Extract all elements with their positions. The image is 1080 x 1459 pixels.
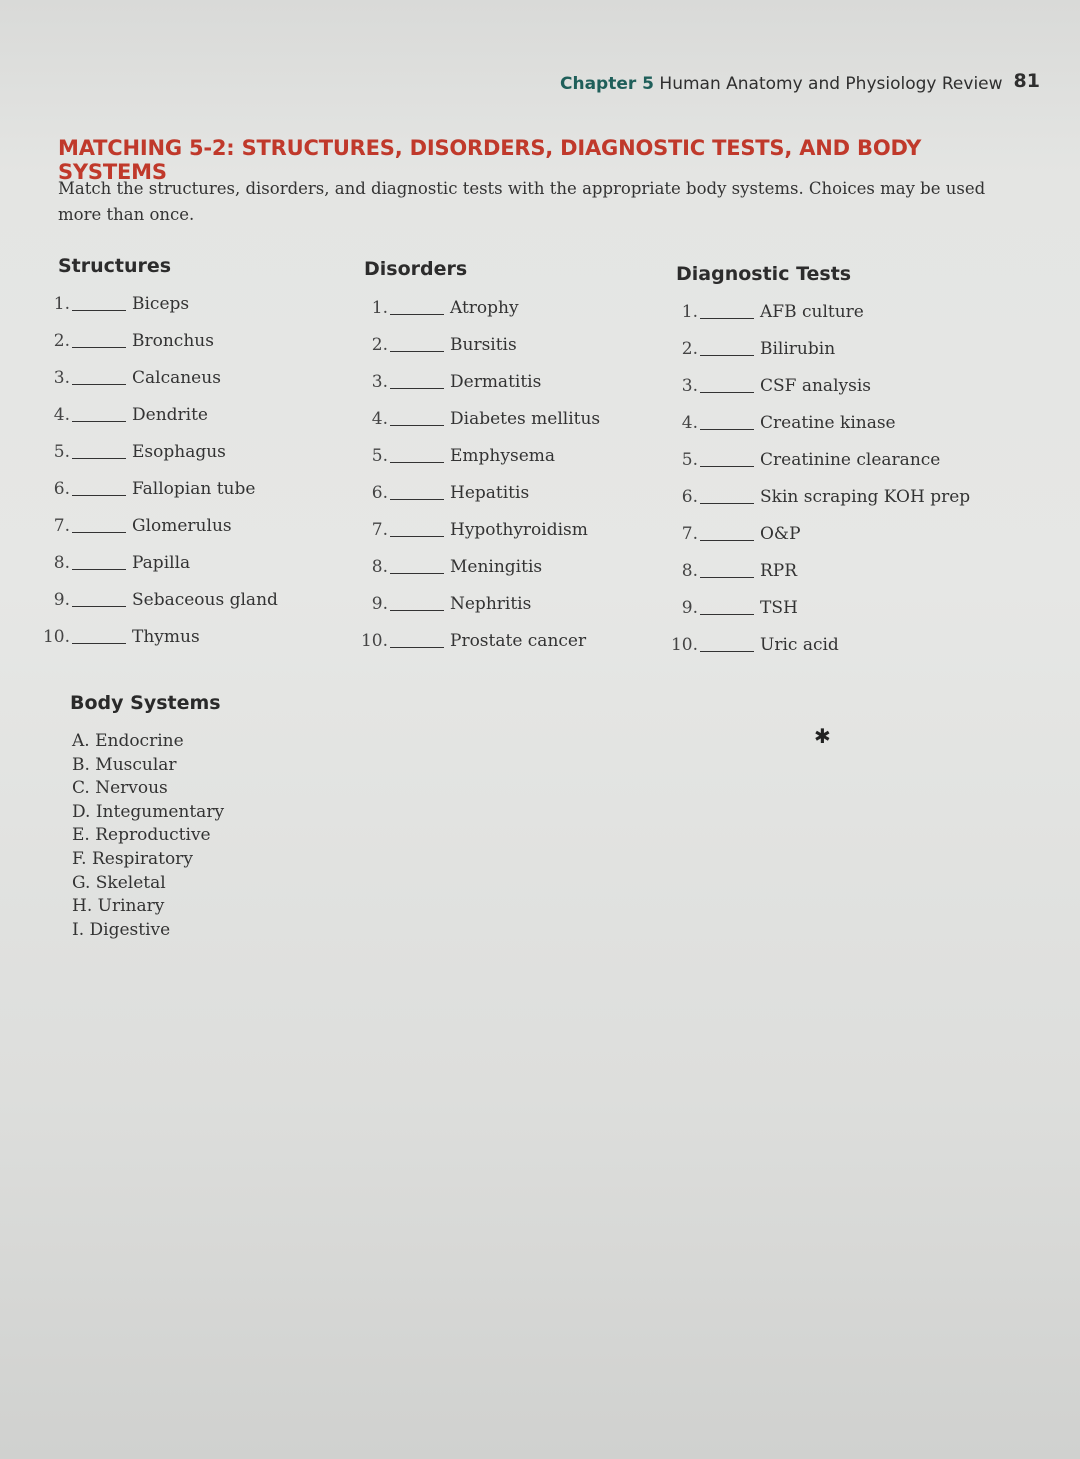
item-number: 4.: [681, 413, 698, 433]
item-number: 10.: [360, 631, 388, 651]
exercise-title: MATCHING 5-2: STRUCTURES, DISORDERS, DIAGNOSTIC TESTS, AND BODY SYSTEMS: [58, 136, 922, 184]
answer-blank[interactable]: [700, 540, 754, 541]
item-number: 1.: [53, 294, 70, 314]
answer-blank[interactable]: [390, 610, 444, 611]
answer-blank[interactable]: [72, 495, 126, 496]
item-term: Hepatitis: [450, 483, 530, 503]
structures-heading: Structures: [58, 255, 172, 277]
body-system-option: F. Respiratory: [72, 848, 193, 869]
answer-blank[interactable]: [72, 458, 126, 459]
item-term: Skin scraping KOH prep: [760, 487, 971, 507]
body-system-option: B. Muscular: [72, 754, 177, 775]
item-term: Bursitis: [450, 335, 517, 355]
item-number: 8.: [681, 561, 698, 581]
chapter-title: Human Anatomy and Physiology Review: [659, 74, 1003, 94]
item-term: Fallopian tube: [132, 479, 256, 499]
item-number: 8.: [53, 553, 70, 573]
item-number: 2.: [371, 335, 388, 355]
diagnostic-tests-heading: Diagnostic Tests: [676, 263, 852, 285]
answer-blank[interactable]: [72, 384, 126, 385]
item-term: RPR: [760, 561, 798, 581]
answer-blank[interactable]: [700, 429, 754, 430]
item-term: Prostate cancer: [450, 631, 587, 651]
body-system-option: I. Digestive: [72, 919, 171, 940]
body-system-option: C. Nervous: [72, 778, 168, 799]
item-number: 10.: [670, 635, 698, 655]
instructions: Match the structures, disorders, and diagnostic tests with the appropriate body systems. Choices may be used more than once.: [58, 179, 986, 224]
answer-blank[interactable]: [72, 347, 126, 348]
answer-blank[interactable]: [72, 606, 126, 607]
item-number: 7.: [371, 520, 388, 540]
item-term: Thymus: [132, 627, 200, 647]
item-term: Papilla: [132, 553, 191, 573]
item-number: 9.: [371, 594, 388, 614]
item-number: 1.: [681, 302, 698, 322]
answer-blank[interactable]: [700, 392, 754, 393]
item-term: Biceps: [132, 294, 190, 314]
answer-blank[interactable]: [700, 318, 754, 319]
item-number: 5.: [53, 442, 70, 462]
item-term: Dermatitis: [450, 372, 542, 392]
answer-blank[interactable]: [72, 532, 126, 533]
answer-blank[interactable]: [390, 647, 444, 648]
item-term: Nephritis: [450, 594, 532, 614]
item-number: 2.: [681, 339, 698, 359]
body-system-option: D. Integumentary: [72, 801, 225, 822]
item-term: TSH: [760, 598, 798, 618]
answer-blank[interactable]: [390, 425, 444, 426]
item-term: Glomerulus: [132, 516, 232, 536]
page-number: 81: [1013, 70, 1040, 92]
item-number: 3.: [53, 368, 70, 388]
item-number: 10.: [42, 627, 70, 647]
item-term: Bilirubin: [760, 339, 836, 359]
answer-blank[interactable]: [390, 314, 444, 315]
answer-blank[interactable]: [700, 466, 754, 467]
item-number: 6.: [681, 487, 698, 507]
body-system-option: G. Skeletal: [72, 872, 166, 893]
item-term: Hypothyroidism: [450, 520, 588, 540]
body-system-option: A. Endocrine: [72, 731, 184, 751]
body-systems-list: [72, 730, 224, 942]
page-header: [560, 70, 1040, 104]
item-term: Atrophy: [450, 298, 519, 318]
answer-blank[interactable]: [700, 651, 754, 652]
item-term: Bronchus: [132, 331, 214, 351]
item-number: 6.: [371, 483, 388, 503]
answer-blank[interactable]: [390, 499, 444, 500]
answer-blank[interactable]: [72, 421, 126, 422]
item-number: 2.: [53, 331, 70, 351]
item-term: Meningitis: [450, 557, 543, 577]
item-term: Calcaneus: [132, 368, 221, 388]
answer-blank[interactable]: [72, 569, 126, 570]
body-system-option: H. Urinary: [72, 896, 165, 917]
item-number: 5.: [371, 446, 388, 466]
answer-blank[interactable]: [700, 614, 754, 615]
item-number: 5.: [681, 450, 698, 470]
bug-speck-icon: ✱: [814, 724, 831, 748]
item-number: 1.: [371, 298, 388, 318]
answer-blank[interactable]: [390, 462, 444, 463]
item-term: Dendrite: [132, 405, 208, 425]
chapter-label: Chapter 5: [560, 74, 655, 94]
item-term: Emphysema: [450, 446, 556, 466]
answer-blank[interactable]: [700, 577, 754, 578]
item-number: 4.: [371, 409, 388, 429]
item-number: 7.: [681, 524, 698, 544]
answer-blank[interactable]: [390, 388, 444, 389]
item-term: Uric acid: [760, 635, 839, 655]
item-term: Diabetes mellitus: [450, 409, 601, 429]
item-term: O&P: [760, 524, 801, 544]
item-term: Sebaceous gland: [132, 590, 278, 610]
item-number: 9.: [53, 590, 70, 610]
item-term: Esophagus: [132, 442, 226, 462]
body-system-option: E. Reproductive: [72, 825, 211, 846]
answer-blank[interactable]: [390, 573, 444, 574]
answer-blank[interactable]: [700, 503, 754, 504]
item-number: 4.: [53, 405, 70, 425]
item-term: CSF analysis: [760, 376, 871, 396]
body-systems-heading: Body Systems: [70, 692, 221, 714]
answer-blank[interactable]: [390, 351, 444, 352]
answer-blank[interactable]: [390, 536, 444, 537]
item-number: 8.: [371, 557, 388, 577]
disorders-heading: Disorders: [364, 258, 468, 280]
item-term: AFB culture: [760, 302, 864, 322]
answer-blank[interactable]: [72, 643, 126, 644]
item-number: 9.: [681, 598, 698, 618]
item-term: Creatine kinase: [760, 413, 896, 433]
item-number: 7.: [53, 516, 70, 536]
item-number: 6.: [53, 479, 70, 499]
item-term: Creatinine clearance: [760, 450, 941, 470]
answer-blank[interactable]: [72, 310, 126, 311]
item-number: 3.: [371, 372, 388, 392]
item-number: 3.: [681, 376, 698, 396]
answer-blank[interactable]: [700, 355, 754, 356]
